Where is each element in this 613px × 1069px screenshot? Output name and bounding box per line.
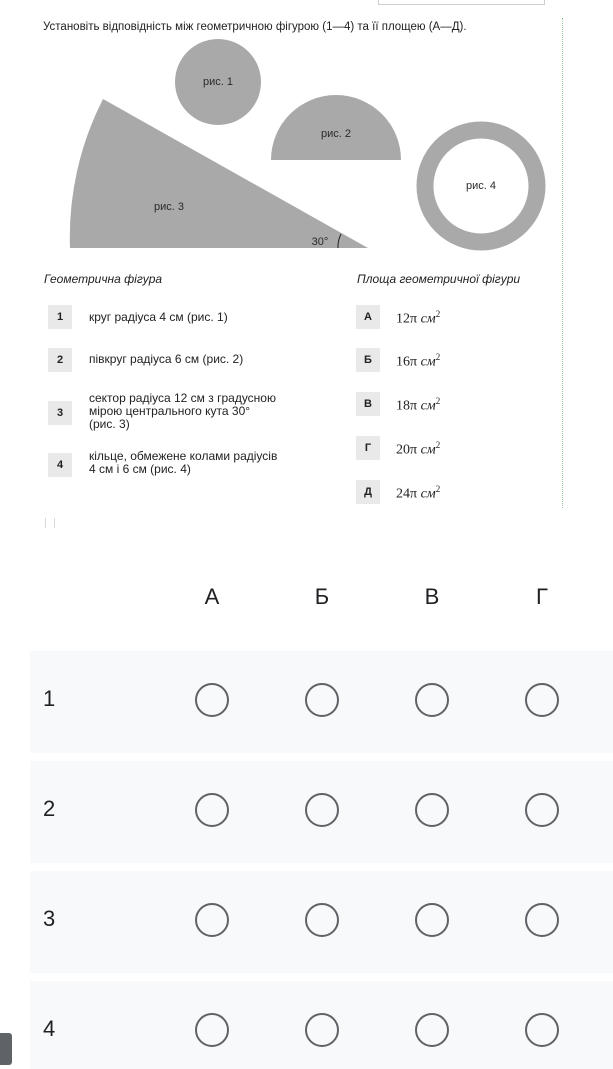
grid-column-header: Г — [536, 584, 548, 609]
answer-number: 18π — [396, 398, 418, 414]
grid-column-header: В — [424, 584, 440, 609]
item-description — [89, 450, 277, 476]
answer-value — [396, 484, 440, 503]
item-description — [89, 311, 228, 324]
answer-number: 12π — [396, 311, 418, 327]
figure-2-label: рис. 2 — [321, 128, 351, 140]
angle-label: 30° — [311, 236, 329, 248]
answer-value — [396, 309, 440, 328]
radio-4-v[interactable] — [415, 1013, 449, 1047]
answer-exponent: 2 — [435, 352, 441, 362]
item-line: (рис. 3) — [89, 417, 130, 431]
item-number: 2 — [48, 348, 72, 372]
answer-value — [396, 440, 440, 459]
radio-2-v[interactable] — [415, 793, 449, 827]
radio-2-a[interactable] — [195, 793, 229, 827]
item-line: півкруг радіуса 6 см (рис. 2) — [89, 352, 244, 366]
item-line: сектор радіуса 12 см з градусною — [89, 391, 276, 405]
figures-illustration — [0, 0, 613, 260]
figure-1-label: рис. 1 — [203, 76, 233, 88]
grid-row-label: 2 — [43, 796, 56, 821]
radio-1-v[interactable] — [415, 683, 449, 717]
answer-unit: см — [420, 486, 436, 502]
figure-3-label: рис. 3 — [154, 201, 184, 213]
answer-number: 24π — [396, 486, 418, 502]
answer-letter: Г — [356, 436, 380, 460]
radio-1-g[interactable] — [525, 683, 559, 717]
item-number: 3 — [48, 401, 72, 425]
answer-letter: В — [356, 392, 380, 416]
task-image — [0, 0, 613, 520]
answer-unit: см — [420, 442, 436, 458]
item-description — [89, 353, 243, 366]
answer-number: 20π — [396, 442, 418, 458]
item-line: 4 см і 6 см (рис. 4) — [89, 462, 191, 476]
item-number: 4 — [48, 453, 72, 477]
right-column-header: Площа геометричної фігури — [357, 272, 521, 286]
radio-4-g[interactable] — [525, 1013, 559, 1047]
answer-value — [396, 396, 440, 415]
radio-4-b[interactable] — [305, 1013, 339, 1047]
figure-4-label: рис. 4 — [466, 180, 496, 192]
radio-1-b[interactable] — [305, 683, 339, 717]
radio-2-g[interactable] — [525, 793, 559, 827]
side-tab-button[interactable] — [0, 1033, 12, 1065]
radio-4-a[interactable] — [195, 1013, 229, 1047]
answer-letter: Д — [356, 480, 380, 504]
answer-exponent: 2 — [435, 309, 441, 319]
grid-column-header: Б — [314, 584, 330, 609]
answer-unit: см — [420, 354, 436, 370]
question-text: Установіть відповідність між геометричною фігурою (1—4) та її площею (А—Д). — [43, 21, 467, 33]
grid-row-label: 1 — [43, 686, 56, 711]
answer-letter: А — [356, 305, 380, 329]
grid-column-header: А — [204, 584, 220, 609]
grid-row-label: 3 — [43, 906, 56, 931]
radio-3-b[interactable] — [305, 903, 339, 937]
radio-3-a[interactable] — [195, 903, 229, 937]
left-column-header: Геометрична фігура — [44, 272, 163, 286]
radio-3-g[interactable] — [525, 903, 559, 937]
answer-exponent: 2 — [435, 440, 441, 450]
answer-number: 16π — [396, 354, 418, 370]
item-line: мірою центрального кута 30° — [89, 404, 251, 418]
answer-exponent: 2 — [435, 396, 441, 406]
answer-exponent: 2 — [435, 484, 441, 494]
resize-handle — [45, 518, 55, 528]
radio-2-b[interactable] — [305, 793, 339, 827]
item-description — [89, 392, 276, 431]
radio-1-a[interactable] — [195, 683, 229, 717]
answer-value — [396, 352, 440, 371]
answer-unit: см — [420, 398, 436, 414]
item-line: кільце, обмежене колами радіусів — [89, 449, 278, 463]
item-line: круг радіуса 4 см (рис. 1) — [89, 310, 228, 324]
grid-row-label: 4 — [43, 1016, 56, 1041]
answer-letter: Б — [356, 348, 380, 372]
item-number: 1 — [48, 305, 72, 329]
answer-unit: см — [420, 311, 436, 327]
radio-3-v[interactable] — [415, 903, 449, 937]
